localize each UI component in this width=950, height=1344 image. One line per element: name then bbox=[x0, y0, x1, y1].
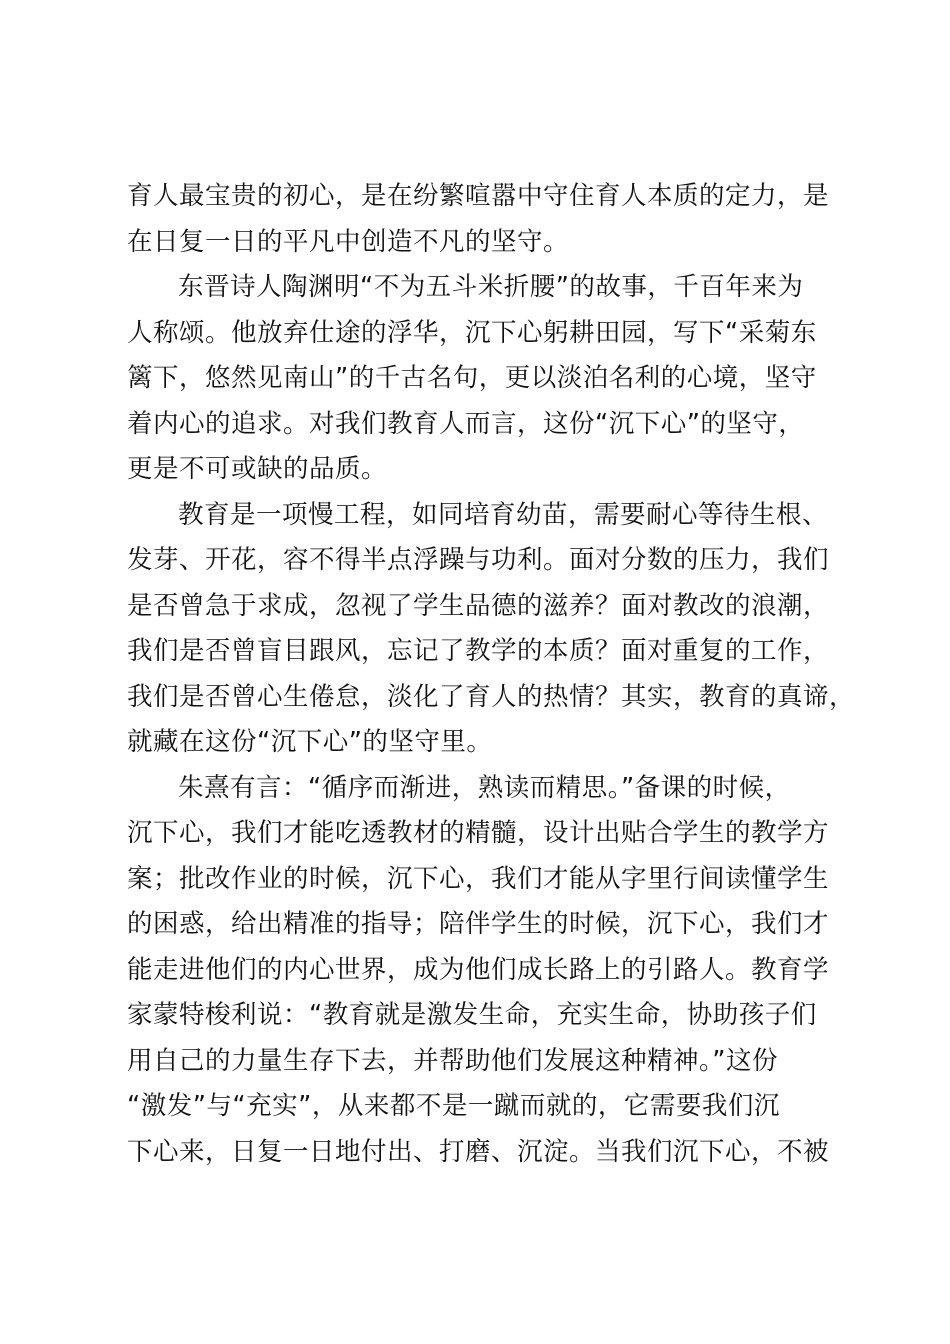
text-line: 育人最宝贵的初心，是在纷繁喧嚣中守住育人本质的定力，是 bbox=[127, 181, 830, 211]
text-line: 能走进他们的内心世界，成为他们成长路上的引路人。教育学 bbox=[127, 954, 830, 985]
paragraph-start-line: 东晋诗人陶渊明“不为五斗米折腰”的故事，千百年来为 bbox=[178, 272, 804, 302]
text-line: 的困惑，给出精准的指导；陪伴学生的时候，沉下心，我们才 bbox=[127, 909, 830, 939]
text-line: 就藏在这份“沉下心”的坚守里。 bbox=[127, 727, 493, 757]
text-line: 篱下，悠然见南山”的千古名句，更以淡泊名利的心境，坚守 bbox=[127, 363, 817, 393]
document-body bbox=[127, 174, 856, 1175]
text-line: 用自己的力量生存下去，并帮助他们发展这种精神。”这份 bbox=[127, 1045, 778, 1076]
text-line: 着内心的追求。对我们教育人而言，这份“沉下心”的坚守， bbox=[127, 408, 805, 439]
text-line: 发芽、开花，容不得半点浮躁与功利。面对分数的压力，我们 bbox=[127, 545, 830, 575]
text-line: 案；批改作业的时候，沉下心，我们才能从字里行间读懂学生 bbox=[127, 863, 830, 894]
paragraph-start-line: 朱熹有言：“循序而渐进，熟读而精思。”备课的时候， bbox=[178, 772, 791, 803]
paragraph-start-line: 教育是一项慢工程，如同培育幼苗，需要耐心等待生根、 bbox=[178, 499, 829, 530]
text-line: 我们是否曾心生倦怠，淡化了育人的热情？其实，教育的真谛， bbox=[127, 681, 856, 712]
text-line: 是否曾急于求成，忽视了学生品德的滋养？面对教改的浪潮， bbox=[127, 590, 830, 621]
text-line: 沉下心，我们才能吃透教材的精髓，设计出贴合学生的教学方 bbox=[127, 818, 830, 848]
text-line: 下心来，日复一日地付出、打磨、沉淀。当我们沉下心，不被 bbox=[127, 1136, 830, 1167]
text-line: 人称颂。他放弃仕途的浮华，沉下心躬耕田园，写下“采菊东 bbox=[127, 317, 817, 348]
text-line: 家蒙特梭利说：“教育就是激发生命，充实生命，协助孩子们 bbox=[127, 1000, 817, 1030]
text-line: 在日复一日的平凡中创造不凡的坚守。 bbox=[127, 226, 570, 257]
text-line: 更是不可或缺的品质。 bbox=[127, 454, 388, 484]
text-line: “激发”与“充实”，从来都不是一蹴而就的，它需要我们沉 bbox=[127, 1091, 780, 1121]
text-line: 我们是否曾盲目跟风，忘记了教学的本质？面对重复的工作， bbox=[127, 636, 830, 666]
